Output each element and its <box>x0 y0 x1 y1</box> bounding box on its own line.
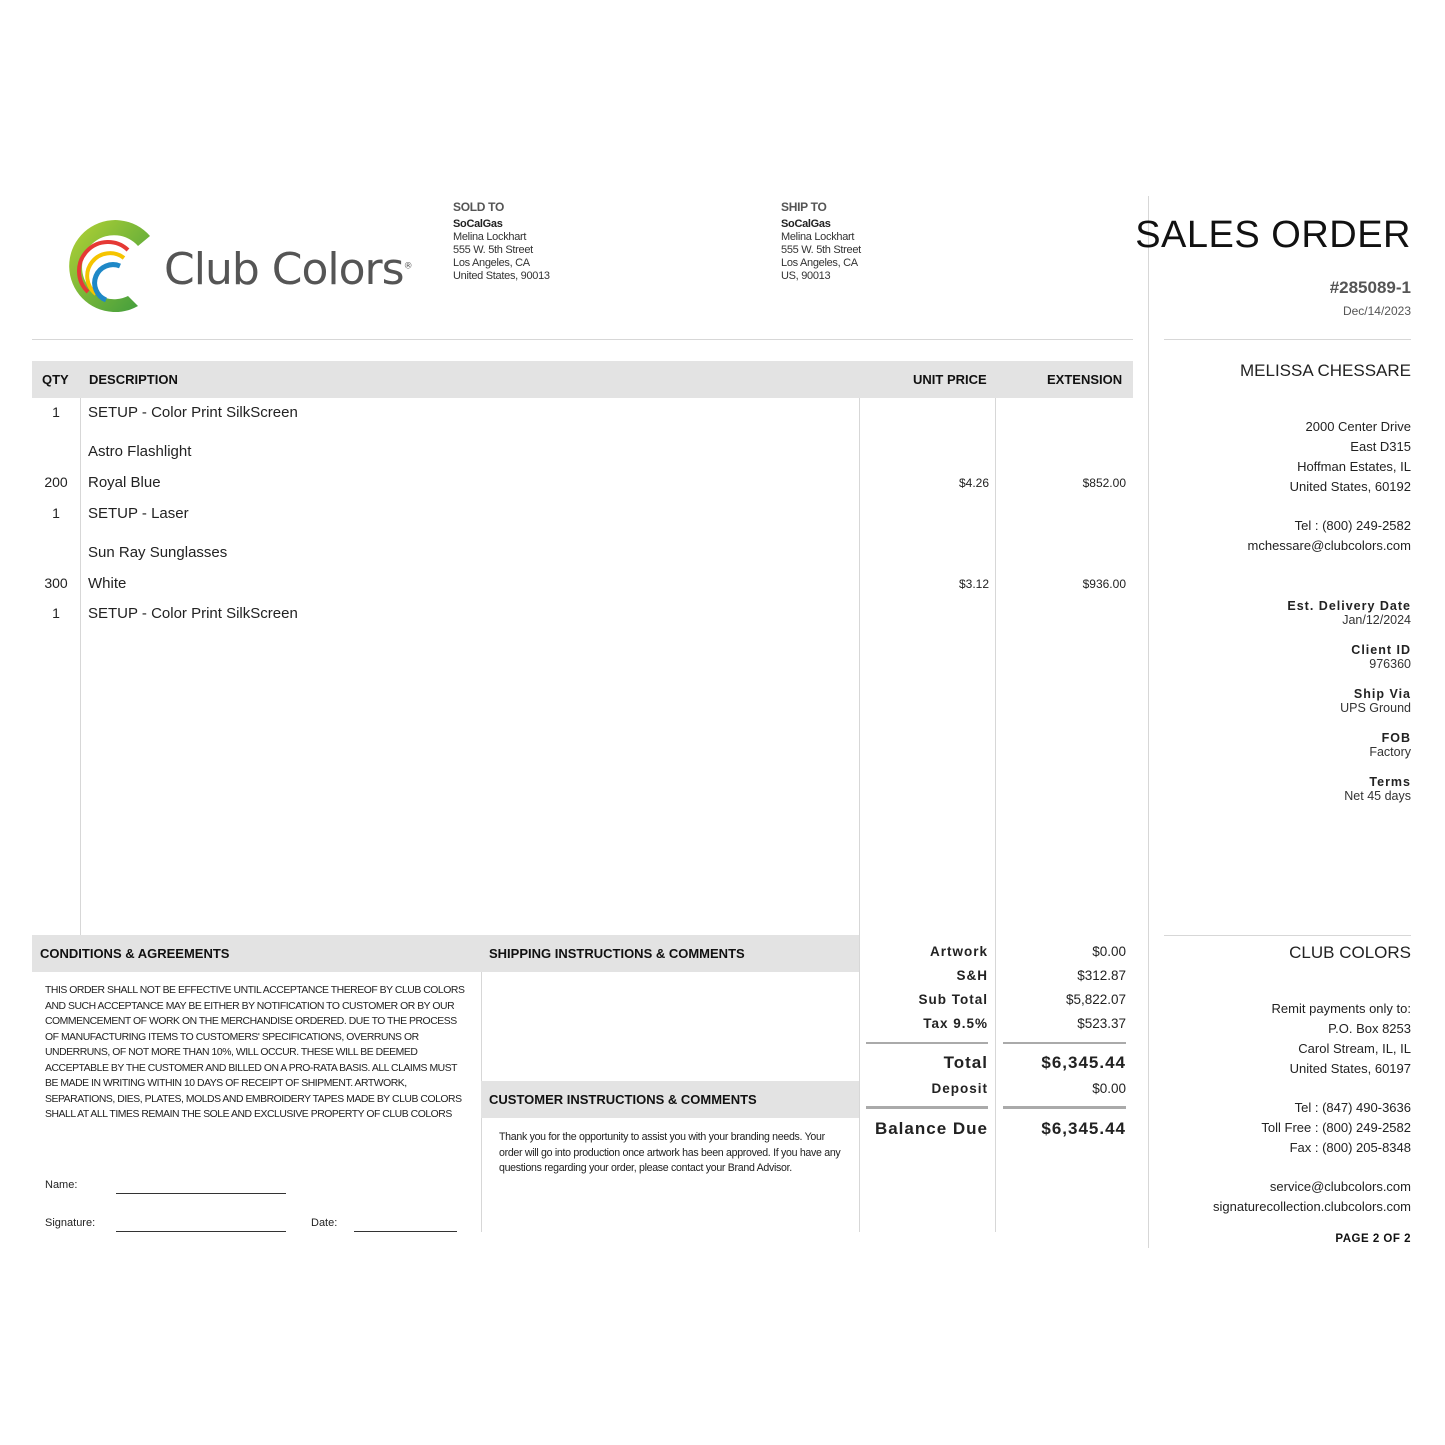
meta-label: Ship Via <box>1353 687 1411 701</box>
row-unit-price: $4.26 <box>958 476 989 490</box>
footer-phone: Fax : (800) 205-8348 <box>1289 1140 1411 1155</box>
row-extension: $936.00 <box>1082 577 1126 591</box>
qty-header: QTY <box>42 372 69 387</box>
order-number: #285089-1 <box>1329 278 1411 297</box>
total-rule <box>866 1042 988 1044</box>
balance-rule <box>866 1106 988 1109</box>
footer-web <box>1213 1177 1411 1217</box>
meta-value: UPS Ground <box>1340 701 1411 715</box>
sh-label: S&H <box>956 968 988 983</box>
sold-to-line: Los Angeles, CA <box>453 257 530 269</box>
tax-value: $523.37 <box>1077 1016 1126 1031</box>
sold-to-line: United States, 90013 <box>453 270 550 282</box>
total-rule <box>1003 1042 1126 1044</box>
sold-to-line: Melina Lockhart <box>453 231 527 243</box>
signature-label: Signature: <box>45 1217 96 1229</box>
remit-address <box>1272 999 1411 1079</box>
brand-advisor-name: MELISSA CHESSARE <box>1239 361 1411 380</box>
header-divider <box>32 339 1133 340</box>
ship-to-line: US, 90013 <box>781 270 831 282</box>
extension-column-rule <box>995 398 996 1232</box>
advisor-phone: Tel : (800) 249-2582 <box>1294 518 1411 533</box>
company-logo <box>58 214 412 324</box>
remit-line: Carol Stream, IL, IL <box>1298 1041 1411 1056</box>
customer-instructions-header <box>481 1081 859 1118</box>
date-label: Date: <box>311 1217 338 1229</box>
total-value: $6,345.44 <box>1041 1053 1126 1072</box>
document-title: SALES ORDER <box>1135 214 1411 256</box>
sold-to-block <box>453 200 550 283</box>
ship-to-block <box>781 200 861 283</box>
row-description: Royal Blue <box>88 474 161 491</box>
meta-value: Factory <box>1369 745 1411 759</box>
row-extension: $852.00 <box>1082 476 1126 490</box>
qty-column-rule <box>80 398 81 935</box>
meta-value: Jan/12/2024 <box>1342 613 1411 627</box>
row-qty: 200 <box>44 474 68 490</box>
footer-phones <box>1261 1098 1411 1158</box>
deposit-value: $0.00 <box>1092 1081 1126 1096</box>
balance-rule <box>1003 1106 1126 1109</box>
order-date: Dec/14/2023 <box>1342 304 1411 318</box>
total-label: Total <box>943 1053 988 1072</box>
row-qty: 1 <box>52 404 60 420</box>
remit-line: United States, 60197 <box>1289 1061 1411 1076</box>
shipping-instructions-heading: SHIPPING INSTRUCTIONS & COMMENTS <box>489 946 745 961</box>
meta-label: Est. Delivery Date <box>1287 599 1411 613</box>
brand-advisor-address <box>1290 417 1411 497</box>
conditions-heading: CONDITIONS & AGREEMENTS <box>40 946 230 961</box>
address-line: Hoffman Estates, IL <box>1297 459 1411 474</box>
order-meta <box>1287 599 1411 819</box>
meta-label: Client ID <box>1351 643 1411 657</box>
customer-instructions-text: Thank you for the opportunity to assist you with your branding needs. Your order will go into production once artwork has been approved. If you have any questions regarding your order, please contact your Brand Advisor. <box>499 1131 841 1174</box>
price-column-rule <box>859 398 860 1232</box>
row-unit-price: $3.12 <box>958 577 989 591</box>
row-qty: 1 <box>52 505 60 521</box>
footer-website[interactable]: signaturecollection.clubcolors.com <box>1213 1199 1411 1214</box>
extension-header: EXTENSION <box>1047 372 1123 387</box>
sold-to-heading: SOLD TO <box>453 200 505 214</box>
row-qty: 300 <box>44 575 68 591</box>
address-line: East D315 <box>1350 439 1411 454</box>
brand-advisor-contact <box>1248 516 1411 556</box>
row-description: White <box>88 575 127 592</box>
row-description: Sun Ray Sunglasses <box>88 544 228 561</box>
tax-label: Tax 9.5% <box>923 1016 988 1031</box>
date-line[interactable] <box>354 1231 457 1232</box>
logo-wordmark: Club Colors® <box>164 244 412 295</box>
sh-value: $312.87 <box>1077 968 1126 983</box>
footer-phone: Tel : (847) 490-3636 <box>1294 1100 1411 1115</box>
meta-label: FOB <box>1381 731 1411 745</box>
footer-divider <box>1164 935 1411 936</box>
row-qty: 1 <box>52 605 60 621</box>
page-number: PAGE 2 OF 2 <box>1335 1233 1411 1245</box>
remit-line: P.O. Box 8253 <box>1328 1021 1411 1036</box>
ship-to-company: SoCalGas <box>781 218 831 230</box>
ship-to-line: 555 W. 5th Street <box>781 244 861 256</box>
description-header: DESCRIPTION <box>89 372 178 387</box>
row-description: Astro Flashlight <box>88 443 192 460</box>
club-colors-logo-icon <box>58 214 158 318</box>
conditions-text: THIS ORDER SHALL NOT BE EFFECTIVE UNTIL ACCEPTANCE THEREOF BY CLUB COLORS AND SUCH ACCEPTANCE MAY BE EITHER BY NOTIFICATION TO CUSTOMER OR BY OUR COMMENCEMENT OF WORK ON THE MERCHANDISE ORDERED. DUE TO THE PROCESS OF MANUFACTURING ITEMS TO CUSTOMERS' SPECIFICATIONS, OVERRUNS OR UNDERRUNS, OF NOT MORE THAN 10%, WILL OCCUR. THESE WILL BE DEEMED ACCEPTABLE BY THE CUSTOMER AND BILLED ON A PRO-RATA BASIS. ALL CLAIMS MUST BE MADE IN WRITING WITHIN 10 DAYS OF RECEIPT OF SHIPMENT. ARTWORK, SEPARATIONS, DIES, PLATES, MOLDS AND EMBROIDERY TAPES MADE BY CLUB COLORS SHALL AT ALL TIMES REMAIN THE SOLE AND EXCLUSIVE PROPERTY OF CLUB COLORS <box>45 985 465 1120</box>
footer-email[interactable]: service@clubcolors.com <box>1269 1179 1411 1194</box>
unit-price-header: UNIT PRICE <box>913 372 987 387</box>
row-description: SETUP - Color Print SilkScreen <box>88 605 298 622</box>
row-description: SETUP - Color Print SilkScreen <box>88 404 298 421</box>
ship-to-heading: SHIP TO <box>781 200 827 214</box>
right-header-divider <box>1164 339 1411 340</box>
name-label: Name: <box>45 1179 78 1191</box>
signature-line[interactable] <box>116 1231 286 1232</box>
shipping-instructions-header <box>481 935 859 972</box>
subtotal-label: Sub Total <box>918 992 988 1007</box>
address-line: 2000 Center Drive <box>1305 419 1411 434</box>
customer-instructions-heading: CUSTOMER INSTRUCTIONS & COMMENTS <box>489 1092 757 1107</box>
name-signature-line[interactable] <box>116 1193 286 1194</box>
conditions-header <box>32 935 481 972</box>
advisor-email[interactable]: mchessare@clubcolors.com <box>1247 538 1411 553</box>
balance-due-value: $6,345.44 <box>1041 1119 1126 1138</box>
meta-value: 976360 <box>1369 657 1411 671</box>
right-column-divider <box>1148 196 1149 1248</box>
subtotal-value: $5,822.07 <box>1065 992 1126 1007</box>
footer-company-name: CLUB COLORS <box>1289 943 1411 962</box>
deposit-label: Deposit <box>931 1081 988 1096</box>
sold-to-company: SoCalGas <box>453 218 503 230</box>
footer-phone: Toll Free : (800) 249-2582 <box>1261 1120 1411 1135</box>
address-line: United States, 60192 <box>1289 479 1411 494</box>
ship-to-line: Melina Lockhart <box>781 231 855 243</box>
artwork-value: $0.00 <box>1092 944 1126 959</box>
remit-line: Remit payments only to: <box>1271 1001 1411 1016</box>
sold-to-line: 555 W. 5th Street <box>453 244 533 256</box>
ship-to-line: Los Angeles, CA <box>781 257 858 269</box>
items-table-header <box>32 361 1133 398</box>
meta-value: Net 45 days <box>1344 789 1411 803</box>
artwork-label: Artwork <box>929 944 988 959</box>
meta-label: Terms <box>1369 775 1411 789</box>
row-description: SETUP - Laser <box>88 505 189 522</box>
balance-due-label: Balance Due <box>874 1119 988 1138</box>
